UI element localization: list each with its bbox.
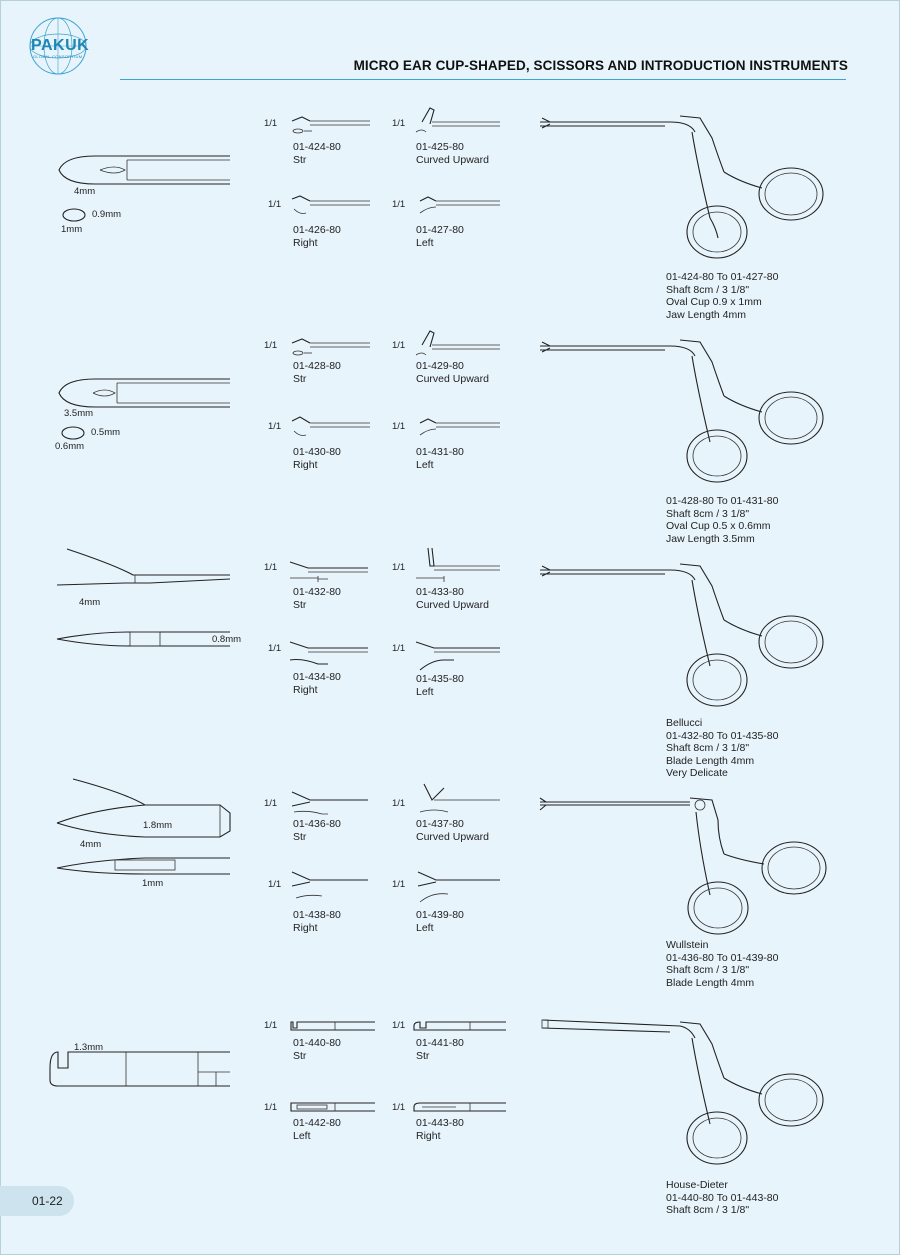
scissor-tip-left-drawing <box>414 638 504 672</box>
product-label: 01-443-80 Right <box>416 1117 464 1142</box>
cup-tip-curved-upward-drawing <box>414 325 504 357</box>
product-label: 01-424-80 Str <box>293 141 341 166</box>
scissor-blade-side-drawing <box>55 628 235 650</box>
product-label: 01-429-80 Curved Upward <box>416 360 489 385</box>
cup-tip-right-drawing <box>290 413 375 441</box>
scale-label: 1/1 <box>264 562 278 573</box>
scale-label: 1/1 <box>268 643 282 654</box>
product-description: 01-428-80 To 01-431-80 Shaft 8cm / 3 1/8" Oval Cup 0.5 x 0.6mm Jaw Length 3.5mm <box>666 495 779 545</box>
dim-label: 0.9mm <box>92 209 122 220</box>
cup-tip-right-drawing <box>290 193 375 219</box>
scissor-tip-left-drawing <box>414 868 504 904</box>
scale-label: 1/1 <box>392 1102 406 1113</box>
scale-label: 1/1 <box>392 798 406 809</box>
page-title: MICRO EAR CUP-SHAPED, SCISSORS AND INTRODUCTION INSTRUMENTS <box>353 58 848 73</box>
cup-tip-straight-drawing <box>290 113 375 135</box>
introducer-tip-detail-drawing <box>48 1048 234 1090</box>
scale-label: 1/1 <box>264 340 278 351</box>
product-label: 01-437-80 Curved Upward <box>416 818 489 843</box>
oval-cup-icon <box>61 207 91 223</box>
scissor-tip-curved-upward-drawing <box>414 546 504 582</box>
product-label: 01-435-80 Left <box>416 673 464 698</box>
ear-forceps-drawing <box>540 108 840 268</box>
scale-label: 1/1 <box>264 118 278 129</box>
scale-label: 1/1 <box>264 798 278 809</box>
dim-label: 1mm <box>61 224 83 235</box>
product-label: 01-432-80 Str <box>293 586 341 611</box>
scale-label: 1/1 <box>268 879 282 890</box>
product-label: 01-441-80 Str <box>416 1037 464 1062</box>
product-label: 01-433-80 Curved Upward <box>416 586 489 611</box>
product-label: 01-436-80 Str <box>293 818 341 843</box>
scale-label: 1/1 <box>268 421 282 432</box>
dim-label: 0.6mm <box>55 441 85 452</box>
scissor-blade-side-drawing <box>55 852 235 878</box>
product-label: 01-442-80 Left <box>293 1117 341 1142</box>
dim-label: 4mm <box>80 839 102 850</box>
introducer-tip-right-drawing <box>412 1099 508 1115</box>
product-description: Wullstein 01-436-80 To 01-439-80 Shaft 8cm / 3 1/8" Blade Length 4mm <box>666 939 779 989</box>
scissor-tip-curved-upward-drawing <box>414 780 504 820</box>
product-label: 01-439-80 Left <box>416 909 464 934</box>
scale-label: 1/1 <box>392 1020 406 1031</box>
scale-label: 1/1 <box>392 643 406 654</box>
product-label: 01-438-80 Right <box>293 909 341 934</box>
brand-tagline: GLOBAL CONSORTIUM <box>33 54 83 59</box>
product-description: House-Dieter 01-440-80 To 01-443-80 Shaft 8cm / 3 1/8" <box>666 1179 779 1216</box>
product-label: 01-428-80 Str <box>293 360 341 385</box>
introducer-tip-straight-drawing <box>289 1018 379 1034</box>
cup-tip-left-drawing <box>414 193 504 219</box>
scale-label: 1/1 <box>268 199 282 210</box>
scissor-blade-detail-drawing <box>55 775 235 845</box>
dim-label: 4mm <box>79 597 101 608</box>
scale-label: 1/1 <box>392 199 406 210</box>
wullstein-scissors-drawing <box>540 790 840 945</box>
scissor-tip-right-drawing <box>288 638 376 670</box>
cup-tip-curved-upward-drawing <box>414 104 504 134</box>
dim-label: 4mm <box>74 186 96 197</box>
product-description: Bellucci 01-432-80 To 01-435-80 Shaft 8cm / 3 1/8" Blade Length 4mm Very Delicate <box>666 717 779 779</box>
introducer-tip-straight-drawing <box>412 1018 508 1034</box>
dim-label: 1mm <box>142 878 164 889</box>
scissor-tip-straight-drawing <box>288 558 376 584</box>
header-divider <box>120 79 846 80</box>
dim-label: 3.5mm <box>64 408 94 419</box>
product-label: 01-431-80 Left <box>416 446 464 471</box>
product-label: 01-425-80 Curved Upward <box>416 141 489 166</box>
scale-label: 1/1 <box>264 1102 278 1113</box>
scale-label: 1/1 <box>392 562 406 573</box>
product-label: 01-430-80 Right <box>293 446 341 471</box>
product-label: 01-426-80 Right <box>293 224 341 249</box>
bellucci-scissors-drawing <box>540 556 840 716</box>
scissor-tip-right-drawing <box>288 868 376 902</box>
brand-name: PAKUK <box>31 37 90 54</box>
product-description: 01-424-80 To 01-427-80 Shaft 8cm / 3 1/8" Oval Cup 0.9 x 1mm Jaw Length 4mm <box>666 271 779 321</box>
product-label: 01-434-80 Right <box>293 671 341 696</box>
scale-label: 1/1 <box>392 421 406 432</box>
scissor-tip-straight-drawing <box>288 788 376 820</box>
introducer-tip-left-drawing <box>289 1099 379 1115</box>
dim-label: 0.5mm <box>91 427 121 438</box>
dim-label: 0.8mm <box>212 634 242 645</box>
scale-label: 1/1 <box>392 340 406 351</box>
oval-cup-icon <box>60 425 90 441</box>
cup-tip-left-drawing <box>414 413 504 441</box>
scale-label: 1/1 <box>264 1020 278 1031</box>
dim-label: 1.3mm <box>74 1042 104 1053</box>
scale-label: 1/1 <box>392 879 406 890</box>
dim-label: 1.8mm <box>143 820 173 831</box>
page-number: 01-22 <box>32 1194 63 1208</box>
cup-tip-detail-drawing <box>55 373 235 413</box>
ear-forceps-drawing <box>540 332 840 492</box>
product-label: 01-427-80 Left <box>416 224 464 249</box>
house-dieter-forceps-drawing <box>540 1014 840 1174</box>
product-label: 01-440-80 Str <box>293 1037 341 1062</box>
cup-tip-straight-drawing <box>290 333 375 357</box>
scale-label: 1/1 <box>392 118 406 129</box>
scissor-blade-detail-drawing <box>55 545 235 600</box>
